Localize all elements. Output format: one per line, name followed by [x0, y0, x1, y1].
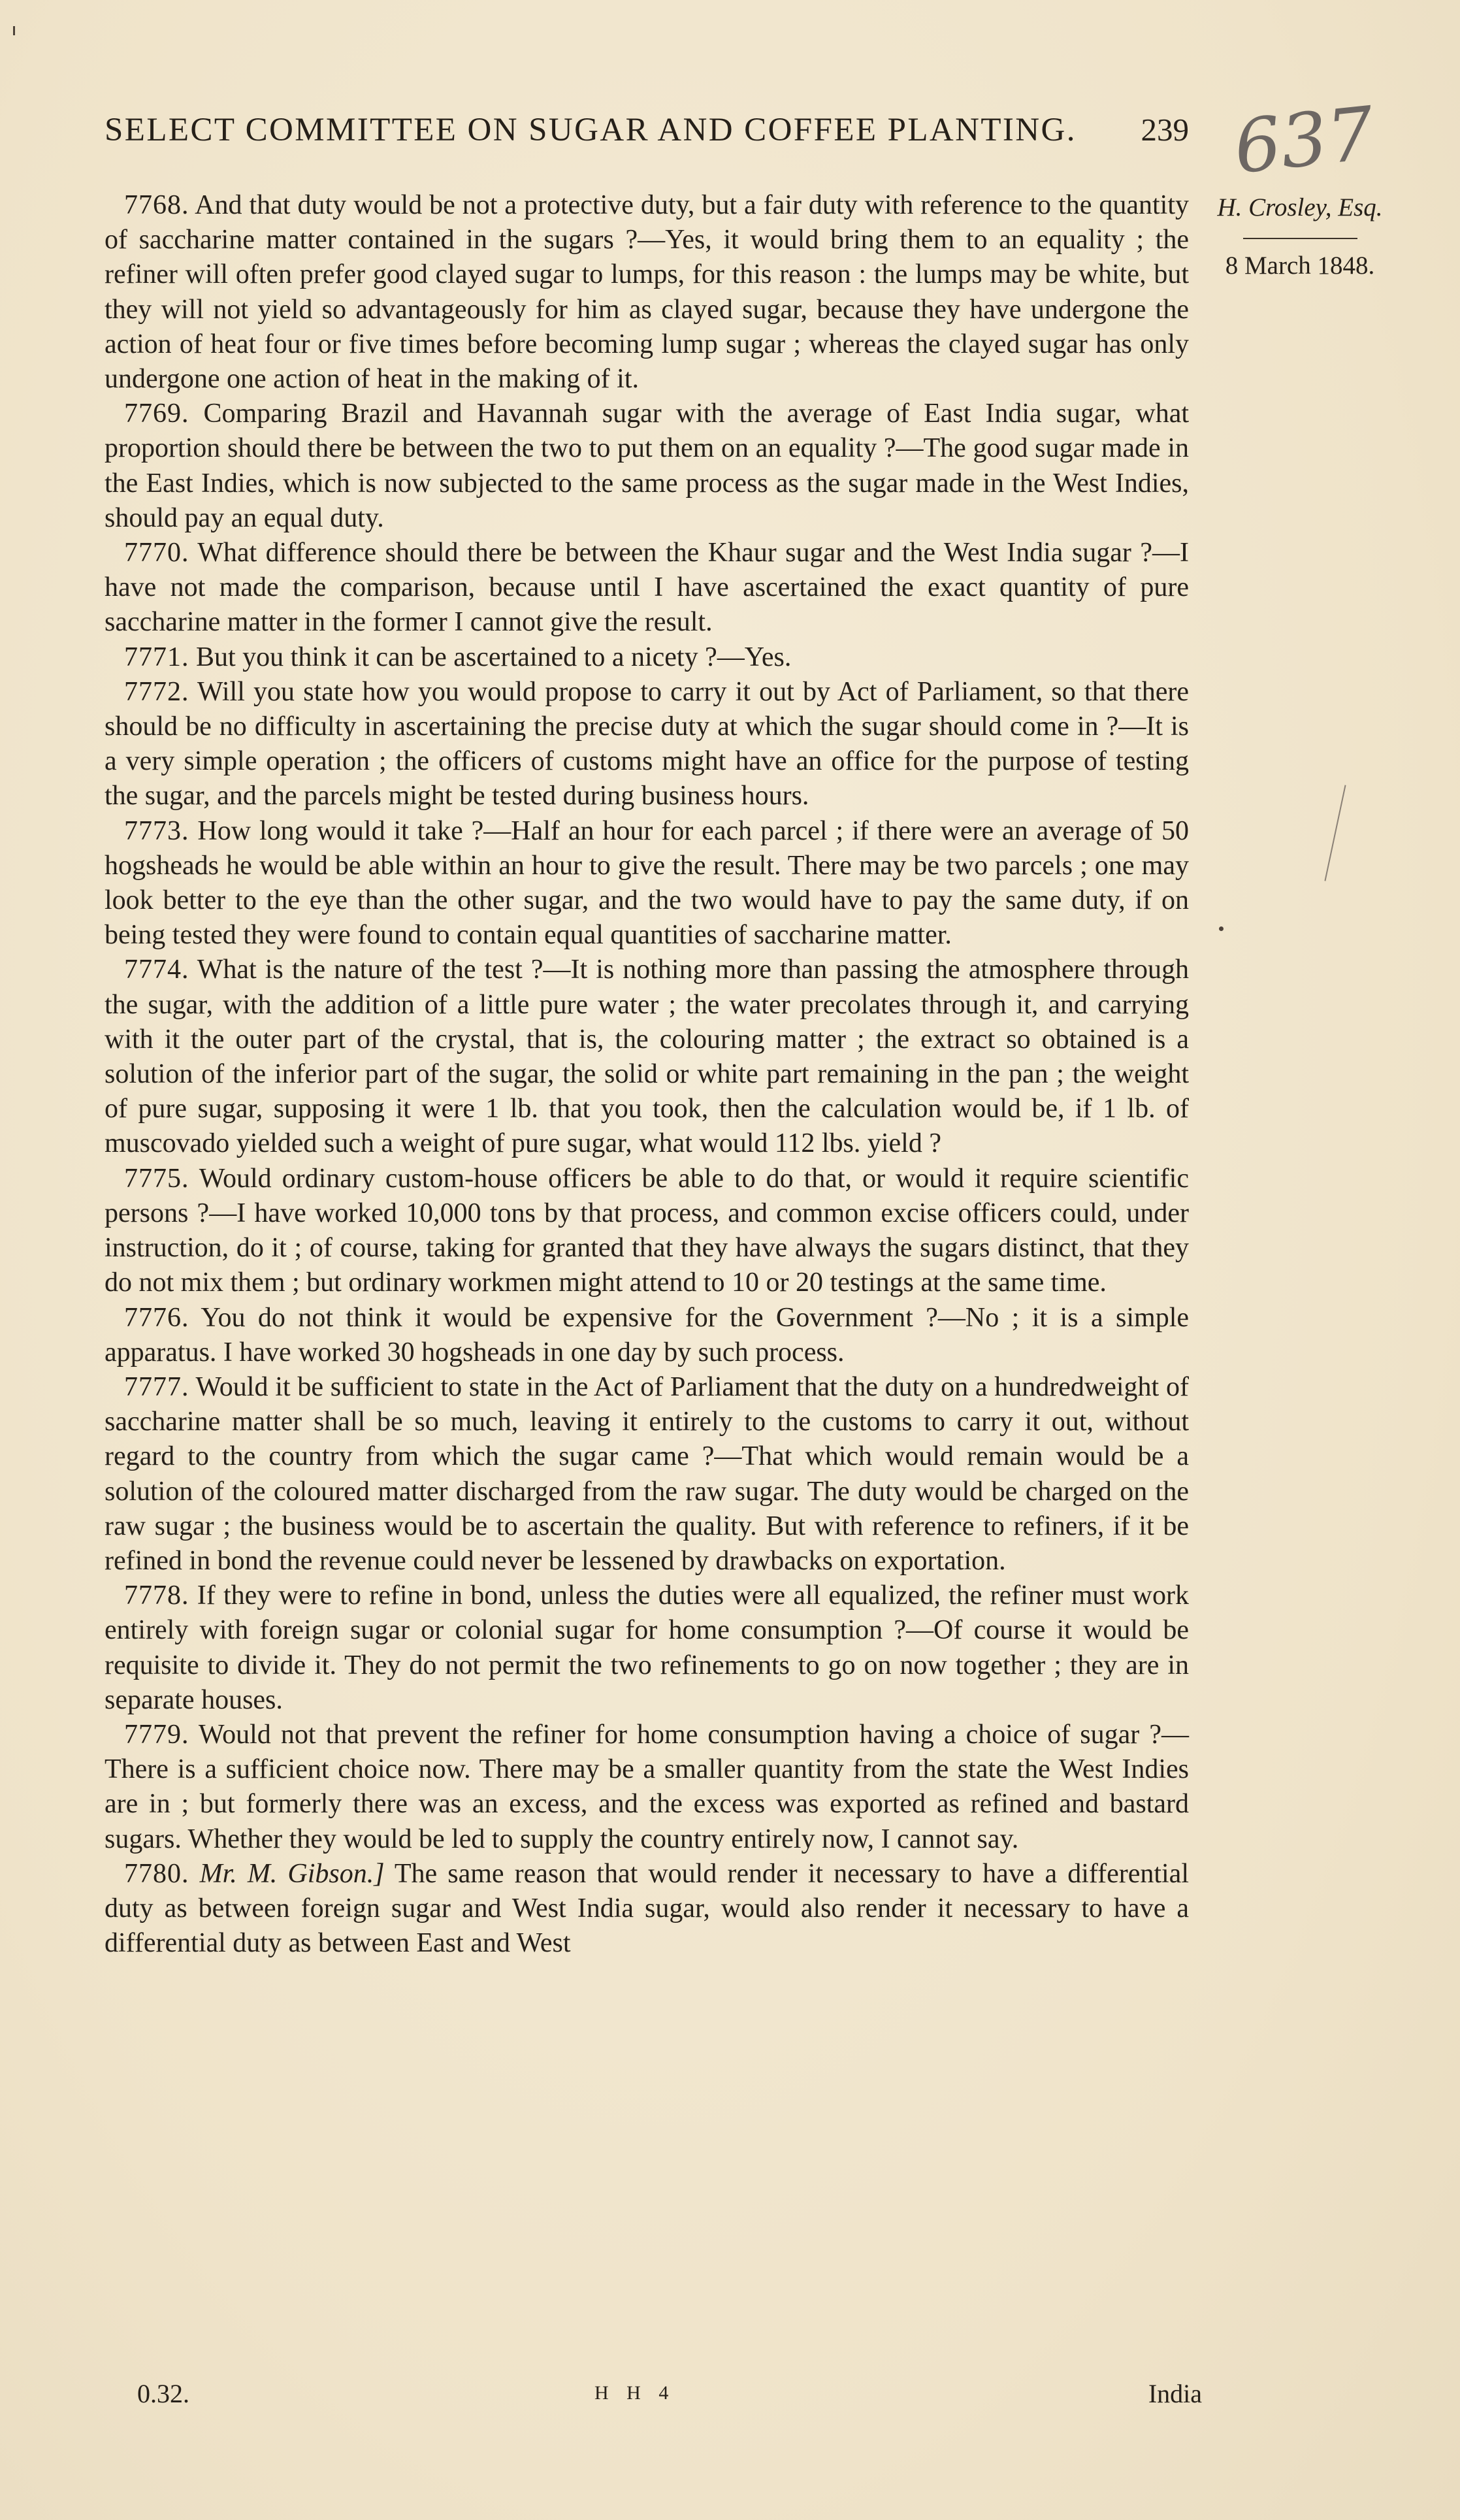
paragraph-text: Will you state how you would propose to carry it out by Act of Parliament, so that there should be no difficulty in ascertaining the precise duty at which the sugar should come in ?—It is a very simple operation ; the officers of customs might have an office for the purpose of testing the sugar, and the parcels might be tested during business hours.	[105, 676, 1189, 811]
testimony-paragraph	[105, 1301, 1189, 1370]
question-number: 7776.	[124, 1302, 189, 1333]
paragraph-text: Would ordinary custom-house officers be able to do that, or would it require scientific persons ?—I have worked 10,000 tons by that process, and common excise officers could, under instruction, do it ; of course, taking for granted that they have always the sugars distinct, that they do not mix them ; but ordinary workmen might attend to 10 or 20 testings at the same time.	[105, 1163, 1189, 1298]
footer-catchword: India	[1148, 2379, 1202, 2408]
margin-note	[1202, 193, 1398, 280]
question-number: 7779.	[124, 1719, 189, 1750]
question-number: 7773.	[124, 815, 189, 846]
page-footer	[137, 2378, 1202, 2417]
question-number: 7768.	[124, 190, 189, 220]
paragraph-text: But you think it can be ascertained to a nicety ?—Yes.	[189, 642, 792, 672]
question-number: 7774.	[124, 955, 189, 985]
paragraph-text: How long would it take ?—Half an hour for each parcel ; if there were an average of 50 hogsheads he would be able within an hour to give the result. There may be two parcels ; one may look better to the eye than the other sugar, and the two would have to pay the same duty, if on being tested they were found to contain equal quantities of saccharine matter.	[105, 815, 1189, 951]
testimony-paragraph	[105, 675, 1189, 814]
paragraph-text: Comparing Brazil and Havannah sugar with the average of East India sugar, what proportion should there be between the two to put them on an equality ?—The good sugar made in the East Indies, which is now subjected to the same process as the sugar made in the West Indies, should pay an equal duty.	[105, 399, 1189, 533]
testimony-paragraph	[105, 814, 1189, 953]
testimony-paragraph	[105, 1718, 1189, 1857]
stray-ink-mark	[1324, 785, 1346, 881]
question-number: 7769.	[124, 399, 189, 429]
paragraph-text: If they were to refine in bond, unless the duties were all equalized, the refiner must work entirely with foreign sugar or colonial sugar for home consumption ?—Of course it would be requisite to divide it. They do not permit the two refinements to go on now together ; they are in separate houses.	[105, 1580, 1189, 1715]
running-head	[105, 111, 1189, 163]
running-title: SELECT COMMITTEE ON SUGAR AND COFFEE PLANTING.	[105, 112, 1077, 148]
testimony-paragraph	[105, 640, 1189, 675]
question-number: 7777.	[124, 1371, 189, 1402]
testimony-paragraph	[105, 536, 1189, 640]
margin-rule	[1243, 238, 1357, 239]
paragraph-text: What is the nature of the test ?—It is nothing more than passing the atmosphere through the sugar, with the addition of a little pure water ; the water precolates through it, and carrying with it the outer part of the crystal, that is, the colouring matter ; the extract so obtained is a solution of the inferior part of the sugar, the solid or white part remaining in the pan ; the weight of pure sugar, supposing it were 1 lb. that you took, then the calculation would be, if 1 lb. of muscovado yielded such a weight of pure sugar, what would 112 lbs. yield ?	[105, 955, 1189, 1159]
evidence-date: 8 March 1848.	[1225, 252, 1375, 280]
page-number: 239	[1141, 112, 1189, 148]
paragraph-text: Would not that prevent the refiner for home consumption having a choice of sugar ?—There is a sufficient choice now. There may be a smaller quantity from the state the West Indies are in ; but formerly there was an excess, and the excess was exported as refined and bastard sugars. Whether they would be led to supply the country entirely now, I cannot say.	[105, 1719, 1189, 1854]
paragraph-text: What difference should there be between the Khaur sugar and the West India sugar ?—I have not made the comparison, because until I have ascertained the exact quantity of pure saccharine matter in the former I cannot give the result.	[105, 538, 1189, 638]
handwritten-folio-number: 637	[1230, 91, 1378, 191]
speaker-name: Mr. M. Gibson.]	[199, 1858, 385, 1889]
question-number: 7770.	[124, 538, 189, 568]
witness-name: H. Crosley, Esq.	[1217, 193, 1383, 221]
stray-ink-mark	[13, 26, 15, 35]
testimony-paragraph	[105, 1162, 1189, 1301]
question-number: 7780.	[124, 1858, 189, 1889]
testimony-paragraph	[105, 953, 1189, 1161]
stray-ink-mark	[1219, 926, 1224, 931]
testimony-paragraph	[105, 1579, 1189, 1718]
footer-signature-mark: H H 4	[594, 2382, 675, 2404]
question-number: 7775.	[124, 1163, 189, 1194]
testimony-paragraph	[105, 397, 1189, 536]
paragraph-text: The same reason that would render it necessary to have a differential duty as between foreign sugar and West India sugar, would also render it necessary to have a differential duty as between East and West	[105, 1858, 1189, 1959]
paragraph-text: Would it be sufficient to state in the Act of Parliament that the duty on a hundredweight of saccharine matter shall be so much, leaving it entirely to the customs to carry it out, without regard to the country from which the sugar came ?—That which would remain would be a solution of the coloured matter discharged from the raw sugar. The duty would be charged on the raw sugar ; the business would be to ascertain the quality. But with reference to refiners, if it be refined in bond the revenue could never be lessened by drawbacks on exportation.	[105, 1371, 1189, 1576]
question-number: 7772.	[124, 676, 189, 707]
testimony-body	[105, 188, 1189, 1961]
paragraph-text: You do not think it would be expensive for the Government ?—No ; it is a simple apparatus. I have worked 30 hogsheads in one day by such process.	[105, 1302, 1189, 1367]
question-number: 7778.	[124, 1580, 189, 1611]
paragraph-text: And that duty would be not a protective duty, but a fair duty with reference to the quantity of saccharine matter contained in the sugars ?—Yes, it would bring them to an equality ; the refiner will often prefer good clayed sugar to lumps, for this reason : the lumps may be white, but they will not yield so advantageously for him as clayed sugar, because they have undergone the action of heat four or five times before becoming lump sugar ; whereas the clayed sugar has only undergone one action of heat in the making of it.	[105, 190, 1189, 395]
testimony-paragraph	[105, 1370, 1189, 1579]
footer-report-number: 0.32.	[137, 2379, 189, 2408]
testimony-paragraph	[105, 188, 1189, 397]
testimony-paragraph-last	[105, 1857, 1189, 1961]
question-number: 7771.	[124, 642, 189, 672]
